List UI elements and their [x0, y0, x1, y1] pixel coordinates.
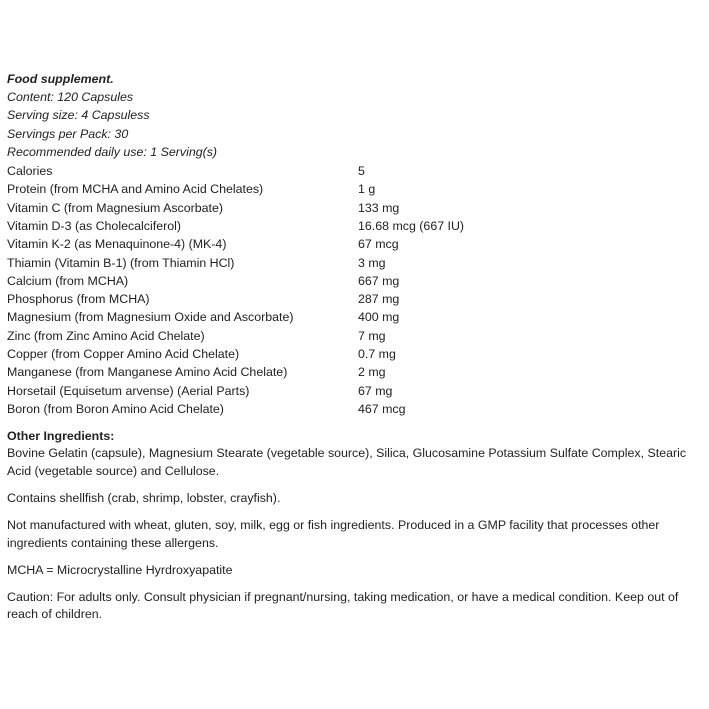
fact-amount: 1 g — [358, 182, 376, 197]
fact-row — [7, 327, 701, 345]
fact-amount: 400 mg — [358, 310, 400, 325]
fact-name: Magnesium (from Magnesium Oxide and Ascorbate) — [7, 310, 294, 325]
fact-amount: 287 mg — [358, 292, 400, 307]
fact-row — [7, 235, 701, 253]
supplement-document — [7, 70, 701, 633]
fact-amount: 67 mg — [358, 383, 393, 398]
fact-amount: 133 mg — [358, 200, 400, 215]
fact-name: Calcium (from MCHA) — [7, 273, 129, 288]
allergen-statement: Not manufactured with wheat, gluten, soy, milk, egg or fish ingredients. Produced in a GMP facility that processes other ingredients containing these allergens. — [7, 517, 660, 550]
fact-row — [7, 180, 701, 198]
fact-amount: 0.7 mg — [358, 346, 396, 361]
fact-name: Zinc (from Zinc Amino Acid Chelate) — [7, 328, 205, 343]
fact-row — [7, 272, 701, 290]
servings-per-pack-line: Servings per Pack: 30 — [7, 126, 129, 141]
fact-name: Phosphorus (from MCHA) — [7, 292, 150, 307]
fact-row — [7, 290, 701, 308]
daily-use-line: Recommended daily use: 1 Serving(s) — [7, 144, 218, 159]
fact-row — [7, 400, 701, 418]
fact-name: Calories — [7, 164, 53, 179]
fact-row — [7, 382, 701, 400]
product-intro — [7, 70, 701, 161]
fact-name: Vitamin C (from Magnesium Ascorbate) — [7, 200, 223, 215]
fact-name: Manganese (from Manganese Amino Acid Chelate) — [7, 365, 288, 380]
fact-amount: 667 mg — [358, 273, 400, 288]
fact-name: Vitamin K-2 (as Menaquinone-4) (MK-4) — [7, 237, 227, 252]
fact-name: Vitamin D-3 (as Cholecalciferol) — [7, 218, 181, 233]
fact-amount: 467 mcg — [358, 401, 406, 416]
fact-row — [7, 217, 701, 235]
fact-name: Thiamin (Vitamin B-1) (from Thiamin HCl) — [7, 255, 235, 270]
fact-row — [7, 363, 701, 381]
mcha-definition: MCHA = Microcrystalline Hyrdroxyapatite — [7, 562, 233, 577]
other-ingredients-heading: Other Ingredients: — [7, 429, 115, 444]
ingredients-paragraph: Bovine Gelatin (capsule), Magnesium Stearate (vegetable source), Silica, Glucosamine Potassium Sulfate Complex, Stearic Acid (vegetable source) and Cellulose. — [7, 446, 687, 478]
fact-amount: 2 mg — [358, 365, 386, 380]
caution-statement: Caution: For adults only. Consult physician if pregnant/nursing, taking medication, or have a medical condition. Keep out of reach of children. — [7, 589, 679, 622]
fact-amount: 5 — [358, 164, 365, 179]
fact-name: Copper (from Copper Amino Acid Chelate) — [7, 346, 240, 361]
fact-amount: 67 mcg — [358, 237, 399, 252]
fact-row — [7, 254, 701, 272]
serving-size-line: Serving size: 4 Capsuless — [7, 108, 150, 123]
fact-row — [7, 199, 701, 217]
fact-row — [7, 345, 701, 363]
fact-amount: 3 mg — [358, 255, 386, 270]
nutrition-facts-table — [7, 162, 701, 418]
fact-name: Protein (from MCHA and Amino Acid Chelates) — [7, 182, 264, 197]
fact-row — [7, 308, 701, 326]
fact-name: Horsetail (Equisetum arvense) (Aerial Parts) — [7, 383, 250, 398]
fact-row — [7, 162, 701, 180]
shellfish-warning: Contains shellfish (crab, shrimp, lobster, crayfish). — [7, 490, 281, 505]
product-title: Food supplement. — [7, 72, 114, 86]
fact-amount: 16.68 mcg (667 IU) — [358, 218, 465, 233]
fact-amount: 7 mg — [358, 328, 386, 343]
content-line: Content: 120 Capsules — [7, 90, 134, 105]
fact-name: Boron (from Boron Amino Acid Chelate) — [7, 401, 224, 416]
